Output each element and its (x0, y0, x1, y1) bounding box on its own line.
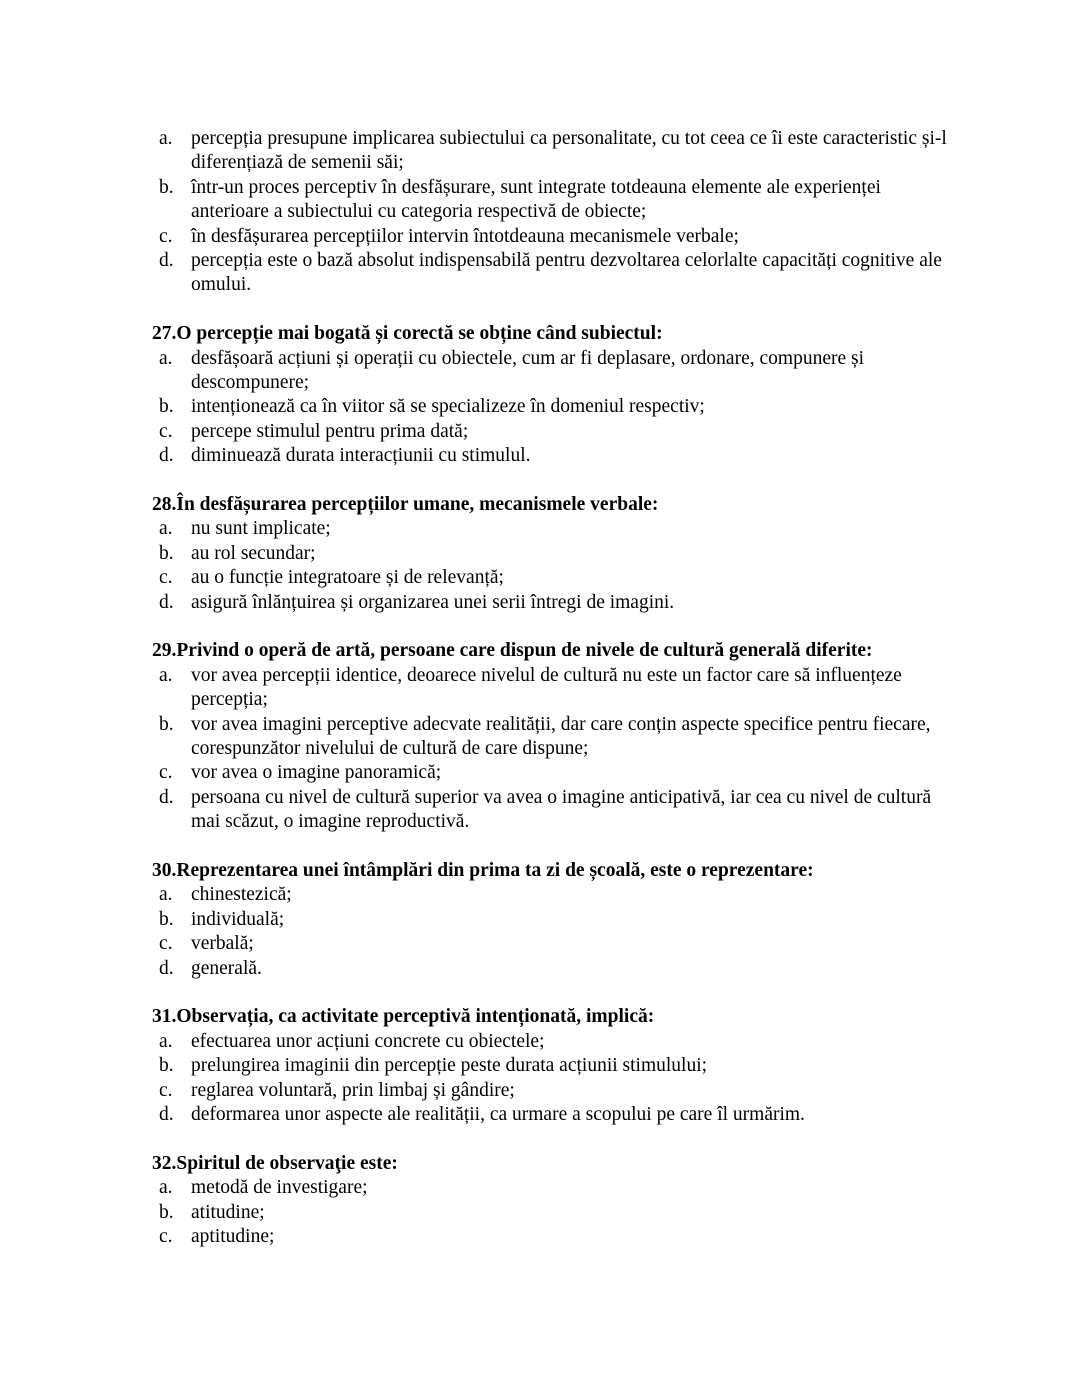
option-label: a. (159, 518, 173, 540)
question-30 (152, 859, 952, 981)
question-32 (152, 1152, 952, 1250)
option-c (152, 420, 952, 444)
question-27 (152, 322, 952, 468)
option-label: b. (159, 1055, 174, 1077)
option-text: într-un proces perceptiv în desfășurare, sunt integrate totdeauna elemente ale experienței anterioare a subiectului cu categoria respectivă de obiecte; (191, 176, 881, 223)
option-text: atitudine; (191, 1201, 265, 1223)
option-label: c. (159, 225, 173, 247)
option-b (152, 908, 952, 932)
option-text: persoana cu nivel de cultură superior va avea o imagine anticipativă, iar cea cu nivel de cultură mai scăzut, o imagine reproductivă. (191, 786, 932, 833)
question-title: 28.În desfășurarea percepțiilor umane, mecanismele verbale: (152, 494, 659, 516)
option-label: a. (159, 1177, 173, 1199)
option-text: percepe stimulul pentru prima dată; (191, 420, 469, 442)
option-a (152, 1030, 952, 1054)
option-label: d. (159, 786, 174, 808)
options-list (152, 1176, 952, 1249)
option-text: diminuează durata interacțiunii cu stimulul. (191, 445, 531, 467)
option-label: c. (159, 1079, 173, 1101)
option-label: c. (159, 933, 173, 955)
option-d (152, 1103, 952, 1127)
question-title: 30.Reprezentarea unei întâmplări din prima ta zi de școală, este o reprezentare: (152, 860, 814, 882)
question-title: 32.Spiritul de observaţie este: (152, 1152, 398, 1174)
option-label: a. (159, 1030, 173, 1052)
option-d (152, 957, 952, 981)
option-label: d. (159, 250, 174, 272)
option-text: verbală; (191, 933, 254, 955)
question-title: 31.Observația, ca activitate perceptivă intenționată, implică: (152, 1006, 655, 1028)
question-28 (152, 493, 952, 615)
option-label: d. (159, 957, 174, 979)
option-label: a. (159, 664, 173, 686)
option-text: vor avea o imagine panoramică; (191, 762, 442, 784)
option-label: b. (159, 176, 174, 198)
option-label: b. (159, 542, 174, 564)
option-text: au o funcție integratoare și de relevanță; (191, 567, 504, 589)
question-26-continued-options (152, 127, 952, 298)
option-a (152, 883, 952, 907)
option-label: c. (159, 420, 173, 442)
option-a (152, 664, 952, 713)
option-b (152, 542, 952, 566)
option-text: individuală; (191, 908, 285, 930)
option-label: b. (159, 908, 174, 930)
option-text: au rol secundar; (191, 542, 316, 564)
option-text: chinestezică; (191, 884, 292, 906)
options-list (152, 883, 952, 981)
option-label: a. (159, 884, 173, 906)
question-title: 27.O percepție mai bogată și corectă se obține când subiectul: (152, 323, 663, 345)
option-c (152, 566, 952, 590)
spacer (0, 615, 1080, 639)
question-title: 29.Privind o operă de artă, persoane care dispun de nivele de cultură generală diferite: (152, 640, 873, 662)
option-b (152, 1201, 952, 1225)
option-text: metodă de investigare; (191, 1177, 368, 1199)
option-b (152, 713, 952, 762)
option-b (152, 1054, 952, 1078)
question-31 (152, 1005, 952, 1127)
option-a (152, 347, 952, 396)
option-text: vor avea percepții identice, deoarece nivelul de cultură nu este un factor care să influențeze percepția; (191, 664, 902, 711)
option-text: vor avea imagini perceptive adecvate realității, dar care conțin aspecte specifice pentru fiecare, corespunzător nivelului de cultură de care dispune; (191, 713, 931, 760)
option-label: b. (159, 1201, 174, 1223)
option-c (152, 932, 952, 956)
question-29 (152, 639, 952, 834)
option-label: b. (159, 713, 174, 735)
option-a (152, 127, 952, 176)
spacer (0, 981, 1080, 1005)
option-d (152, 444, 952, 468)
option-c (152, 1225, 952, 1249)
option-text: nu sunt implicate; (191, 518, 331, 540)
option-a (152, 1176, 952, 1200)
document-page (0, 127, 1080, 1250)
option-text: desfășoară acțiuni și operații cu obiectele, cum ar fi deplasare, ordonare, compunere și descompunere; (191, 347, 864, 394)
options-list (152, 127, 952, 298)
option-label: d. (159, 1104, 174, 1126)
option-label: c. (159, 1226, 173, 1248)
option-text: percepția este o bază absolut indispensabilă pentru dezvoltarea celorlalte capacități cognitive ale omului. (191, 250, 942, 296)
option-text: generală. (191, 957, 262, 979)
option-text: efectuarea unor acțiuni concrete cu obiectele; (191, 1030, 545, 1052)
option-d (152, 786, 952, 835)
option-label: d. (159, 445, 174, 467)
option-text: intenționează ca în viitor să se specializeze în domeniul respectiv; (191, 396, 705, 418)
spacer (0, 298, 1080, 322)
option-text: prelungirea imaginii din percepție peste durata acțiunii stimulului; (191, 1055, 708, 1077)
option-label: a. (159, 347, 173, 369)
option-b (152, 395, 952, 419)
option-c (152, 1079, 952, 1103)
options-list (152, 517, 952, 615)
option-text: aptitudine; (191, 1226, 275, 1248)
option-text: reglarea voluntară, prin limbaj și gândire; (191, 1079, 515, 1101)
option-label: c. (159, 762, 173, 784)
option-d (152, 591, 952, 615)
option-label: b. (159, 396, 174, 418)
option-label: a. (159, 128, 173, 149)
options-list (152, 1030, 952, 1128)
option-label: d. (159, 591, 174, 613)
option-d (152, 249, 952, 298)
spacer (0, 835, 1080, 859)
option-label: c. (159, 567, 173, 589)
option-b (152, 176, 952, 225)
options-list (152, 347, 952, 469)
option-c (152, 761, 952, 785)
option-text: deformarea unor aspecte ale realității, ca urmare a scopului pe care îl urmărim. (191, 1104, 805, 1126)
options-list (152, 664, 952, 835)
option-c (152, 225, 952, 249)
spacer (0, 469, 1080, 493)
option-text: în desfășurarea percepțiilor intervin întotdeauna mecanismele verbale; (191, 225, 739, 247)
option-text: percepția presupune implicarea subiectului ca personalitate, cu tot ceea ce îi este caracteristic și-l diferențiază de semenii săi; (191, 128, 947, 174)
option-text: asigură înlănțuirea și organizarea unei serii întregi de imagini. (191, 591, 675, 613)
spacer (0, 1128, 1080, 1152)
option-a (152, 517, 952, 541)
